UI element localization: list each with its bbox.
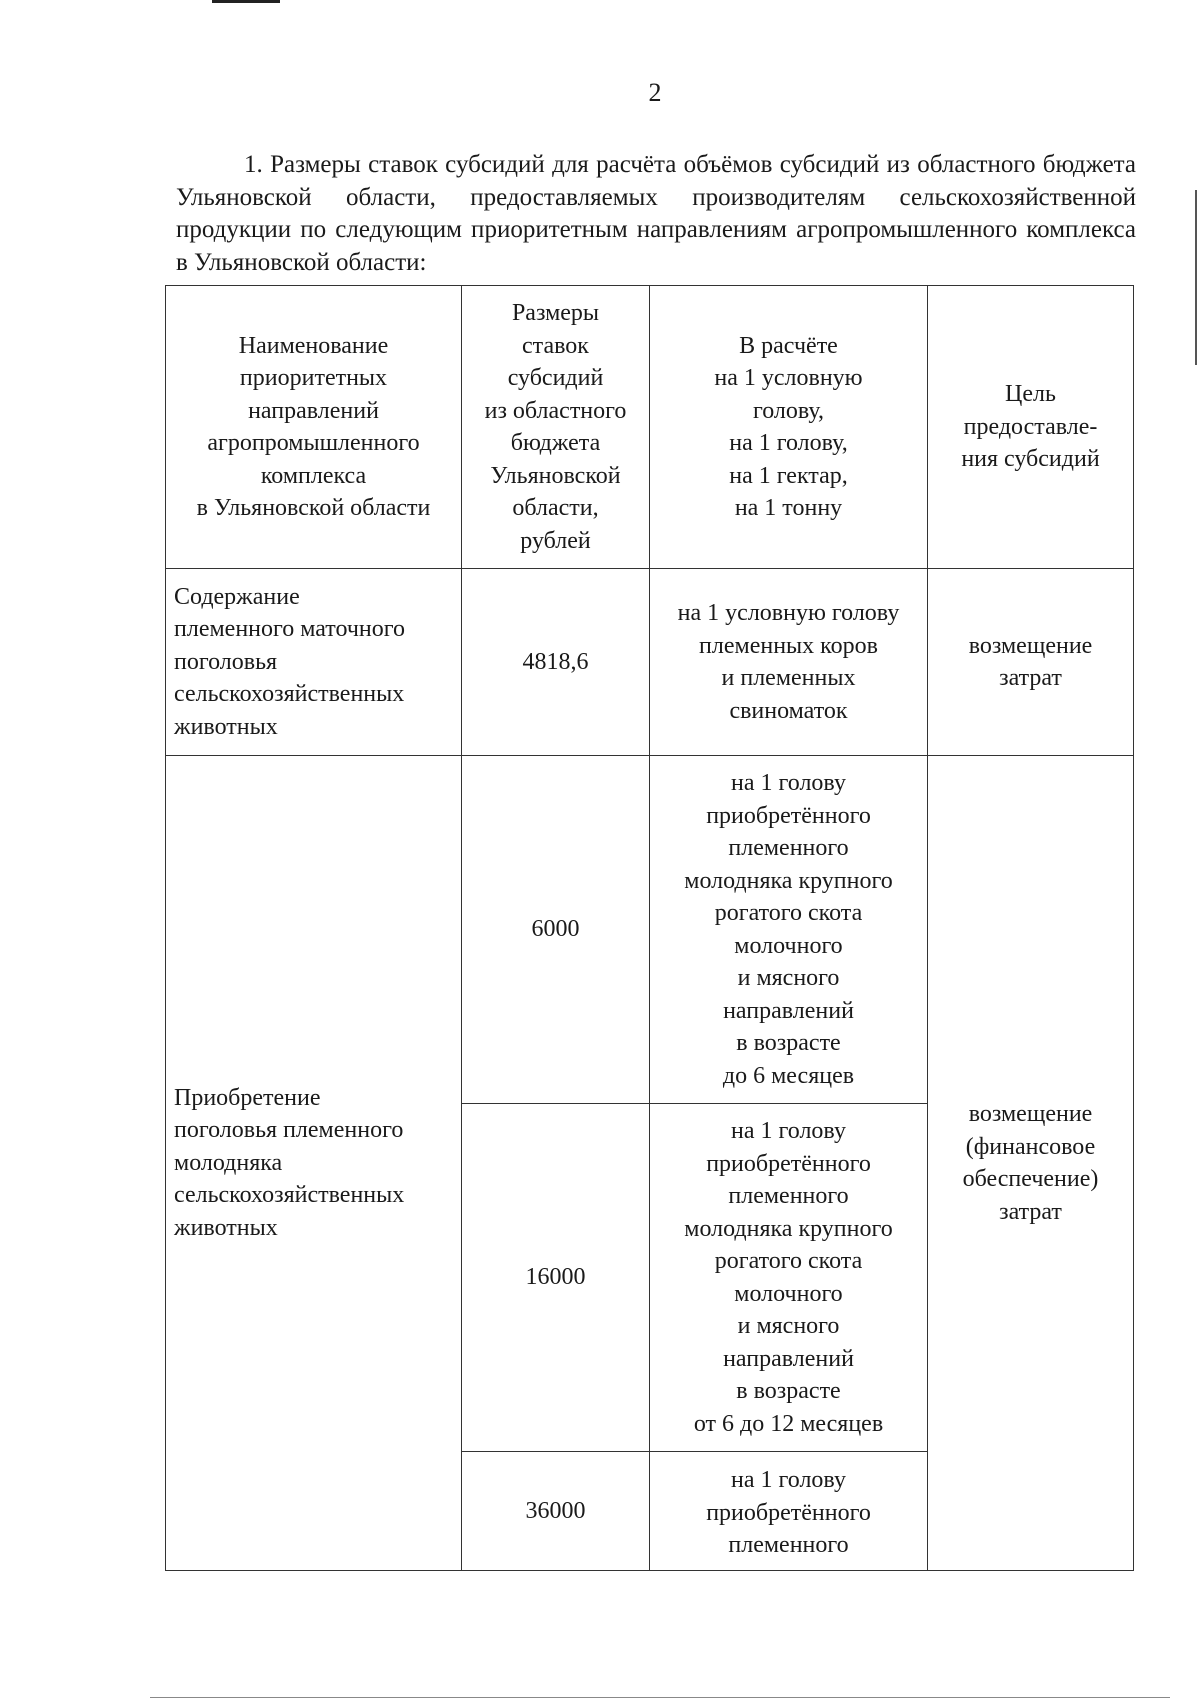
row-goal-cell: возмещение (финансовое обеспечение) затрат — [928, 756, 1134, 1571]
row-name-cell: Приобретение поголовья племенного молодняка сельскохозяйственных животных — [166, 756, 462, 1571]
row-rate-cell: 6000 — [462, 756, 650, 1104]
header-name: Наименование приоритетных направлений агропромышленного комплекса в Ульяновской области — [166, 286, 462, 569]
row-rate-cell: 36000 — [462, 1452, 650, 1571]
page-number: 2 — [648, 78, 662, 107]
table-row — [166, 756, 1134, 1104]
row-rate-cell: 4818,6 — [462, 569, 650, 756]
row-goal-cell: возмещение затрат — [928, 569, 1134, 756]
header-goal: Цель предоставле- ния субсидий — [928, 286, 1134, 569]
header-unit: В расчёте на 1 условную голову, на 1 голову, на 1 гектар, на 1 тонну — [650, 286, 928, 569]
scan-edge-line — [1195, 190, 1197, 365]
row-unit-cell: на 1 голову приобретённого племенного молодняка крупного рогатого скота молочного и мясного направлений в возрасте до 6 месяцев — [650, 756, 928, 1104]
intro-paragraph: 1. Размеры ставок субсидий для расчёта объёмов субсидий из областного бюджета Ульяновской области, предоставляемых производителям сельскохозяйственной продукции по следующим приоритетным направлениям агропромышленного комплекса в Ульяновской области: — [176, 151, 1136, 276]
row-unit-cell: на 1 голову приобретённого племенного — [650, 1452, 928, 1571]
row-rate-cell: 16000 — [462, 1104, 650, 1452]
row-unit-cell: на 1 голову приобретённого племенного молодняка крупного рогатого скота молочного и мясного направлений в возрасте от 6 до 12 месяцев — [650, 1104, 928, 1452]
subsidy-rates-table — [165, 285, 1134, 1571]
scan-bottom-line — [150, 1697, 1170, 1698]
scan-mark — [212, 0, 280, 3]
header-rate: Размеры ставок субсидий из областного бюджета Ульяновской области, рублей — [462, 286, 650, 569]
table-header-row — [166, 286, 1134, 569]
table-row — [166, 569, 1134, 756]
row-unit-cell: на 1 условную голову племенных коров и племенных свиноматок — [650, 569, 928, 756]
row-name-cell: Содержание племенного маточного поголовья сельскохозяйственных животных — [166, 569, 462, 756]
